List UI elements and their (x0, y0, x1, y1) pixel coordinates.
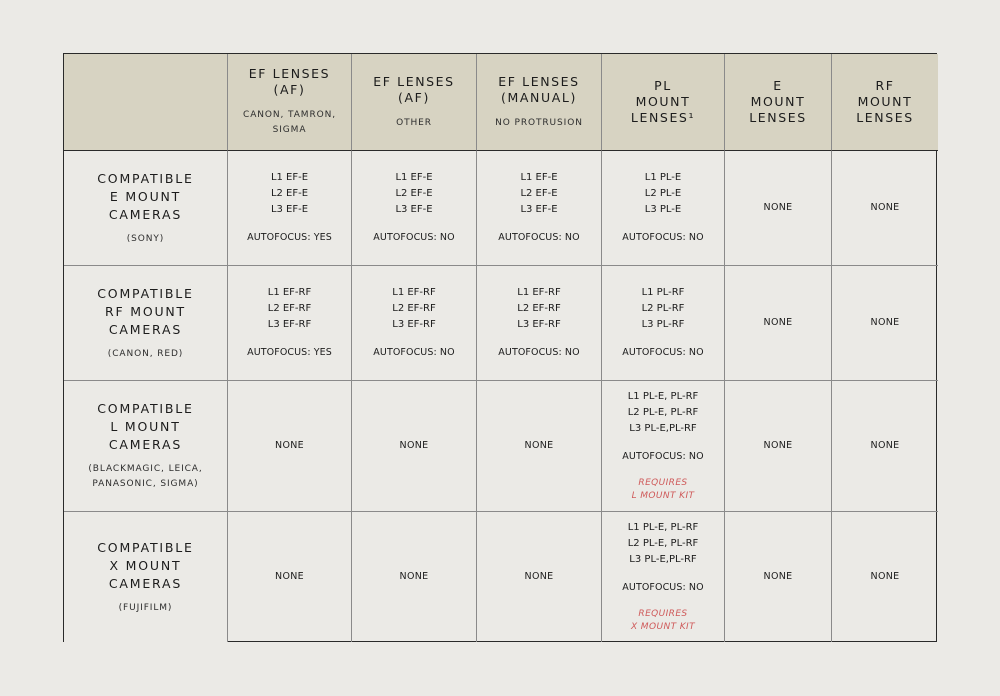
column-header-e-mount (725, 54, 832, 151)
table-cell (228, 151, 352, 266)
row-title: COMPATIBLE L MOUNT CAMERAS (97, 401, 194, 452)
row-subtitle: (CANON, RED) (107, 348, 184, 359)
adapter-list: L1 EF-E L2 EF-E L3 EF-E (520, 172, 558, 215)
autofocus-label: AUTOFOCUS: NO (622, 347, 704, 358)
none-label: NONE (870, 571, 900, 582)
column-title: PL MOUNT LENSES¹ (630, 78, 696, 125)
adapter-list: L1 PL-E L2 PL-E L3 PL-E (644, 172, 682, 215)
table-cell (352, 266, 477, 381)
corner-header-cell (64, 54, 228, 151)
row-title: COMPATIBLE X MOUNT CAMERAS (97, 539, 194, 591)
column-title: RF MOUNT LENSES (856, 78, 914, 125)
table-cell (602, 381, 725, 512)
table-cell (352, 512, 477, 642)
autofocus-label: AUTOFOCUS: NO (373, 232, 455, 243)
row-subtitle: (FUJIFILM) (118, 602, 173, 613)
autofocus-label: AUTOFOCUS: NO (373, 347, 455, 358)
adapter-list: L1 EF-E L2 EF-E L3 EF-E (270, 172, 309, 215)
table-cell (725, 512, 832, 642)
none-label: NONE (524, 571, 554, 582)
column-subtitle: CANON, TAMRON, SIGMA (243, 110, 336, 135)
autofocus-label: AUTOFOCUS: YES (247, 232, 332, 243)
none-label: NONE (870, 202, 900, 213)
column-title: EF LENSES (AF) (248, 66, 331, 97)
table-cell (602, 512, 725, 642)
column-title: EF LENSES (AF) (373, 73, 455, 105)
table-cell (832, 266, 938, 381)
table-cell (602, 266, 725, 381)
table-cell (477, 512, 602, 642)
none-label: NONE (399, 571, 429, 582)
compatibility-table (63, 53, 937, 642)
table-cell (228, 266, 352, 381)
table-cell (832, 151, 938, 266)
none-label: NONE (763, 571, 793, 582)
column-header-ef-manual (477, 54, 602, 151)
table-cell (352, 151, 477, 266)
column-header-ef-af-other (352, 54, 477, 151)
table-cell (725, 381, 832, 512)
none-label: NONE (399, 440, 429, 451)
row-title: COMPATIBLE RF MOUNT CAMERAS (97, 285, 194, 337)
table-cell (352, 381, 477, 512)
table-cell (228, 381, 352, 512)
table-cell (477, 151, 602, 266)
none-label: NONE (870, 440, 900, 451)
table-cell (228, 512, 352, 642)
none-label: NONE (763, 202, 793, 213)
adapter-list: L1 EF-RF L2 EF-RF L3 EF-RF (267, 287, 312, 330)
row-header-x-mount (64, 512, 228, 642)
table-cell (832, 512, 938, 642)
table-cell (602, 151, 725, 266)
requirement-note: REQUIRES L MOUNT KIT (631, 478, 695, 501)
column-subtitle: OTHER (396, 117, 432, 128)
column-header-pl-mount (602, 54, 725, 151)
autofocus-label: AUTOFOCUS: YES (247, 347, 332, 358)
row-header-l-mount (64, 381, 228, 512)
autofocus-label: AUTOFOCUS: NO (498, 347, 580, 358)
row-title: COMPATIBLE E MOUNT CAMERAS (97, 170, 194, 222)
table-cell (477, 381, 602, 512)
none-label: NONE (763, 440, 793, 451)
none-label: NONE (870, 317, 900, 328)
autofocus-label: AUTOFOCUS: NO (622, 582, 704, 593)
table-cell (725, 151, 832, 266)
autofocus-label: AUTOFOCUS: NO (498, 232, 580, 243)
autofocus-label: AUTOFOCUS: NO (622, 232, 704, 243)
adapter-list: L1 EF-RF L2 EF-RF L3 EF-RF (517, 287, 561, 330)
row-subtitle: (BLACKMAGIC, LEICA, PANASONIC, SIGMA) (88, 464, 203, 489)
column-title: E MOUNT LENSES (749, 78, 807, 125)
column-header-ef-af-canon (228, 54, 352, 151)
table-cell (725, 266, 832, 381)
adapter-list: L1 PL-RF L2 PL-RF L3 PL-RF (641, 287, 685, 330)
none-label: NONE (275, 571, 304, 582)
column-subtitle: NO PROTRUSION (495, 117, 583, 128)
none-label: NONE (524, 440, 554, 451)
none-label: NONE (275, 440, 304, 451)
column-header-rf-mount (832, 54, 938, 151)
row-header-e-mount (64, 151, 228, 266)
column-title: EF LENSES (MANUAL) (498, 73, 580, 105)
table-cell (477, 266, 602, 381)
adapter-list: L1 PL-E, PL-RF L2 PL-E, PL-RF L3 PL-E,PL-RF (627, 391, 699, 434)
row-subtitle: (SONY) (126, 233, 165, 244)
adapter-list: L1 EF-E L2 EF-E L3 EF-E (395, 172, 433, 215)
adapter-list: L1 PL-E, PL-RF L2 PL-E, PL-RF L3 PL-E,PL-RF (627, 522, 699, 565)
none-label: NONE (763, 317, 793, 328)
requirement-note: REQUIRES X MOUNT KIT (630, 609, 695, 632)
table-cell (832, 381, 938, 512)
autofocus-label: AUTOFOCUS: NO (622, 451, 704, 462)
row-header-rf-mount (64, 266, 228, 381)
adapter-list: L1 EF-RF L2 EF-RF L3 EF-RF (392, 287, 436, 330)
